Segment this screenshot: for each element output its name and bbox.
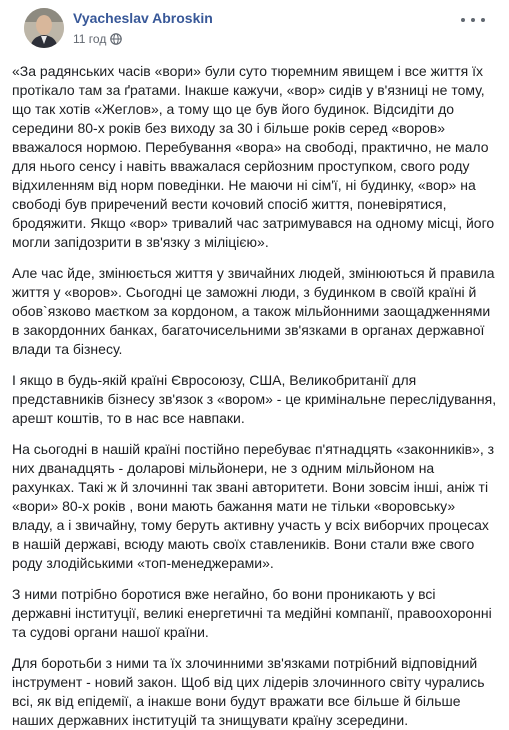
more-options-icon[interactable] — [461, 14, 485, 26]
post-timestamp[interactable]: 11 год — [73, 32, 107, 46]
author-name-link[interactable]: Vyacheslav Abroskin — [73, 10, 213, 26]
avatar-image — [24, 8, 64, 48]
post-paragraph: На сьогодні в нашій країні постійно перебуває п'ятнадцять «законників», з них дванадцять - доларові мільйонери, не з одним мільйоном на рахунках. Такі ж й злочинні так звані авторитети. Вони зовсім інші, аніж ті «вори» 80-х років , вони мають бажання мати не тільки «воровську» владу, а і звичайну, тому беруть активну участь у всіх виборчих процесах в нашій державі, всюду мають своїх ставлеників. Вони стали вже свого роду злодійськими «топ-менеджерами». — [12, 441, 495, 571]
post-paragraph: З ними потрібно боротися вже негайно, бо вони проникають у всі державні інституції, великі енергетичні та медійні компанії, правоохоронні та судові органи нашої країни. — [12, 586, 492, 640]
author-avatar[interactable] — [24, 8, 64, 48]
post-meta — [73, 32, 122, 46]
post-paragraph: Але час йде, змінюється життя у звичайних людей, змінюються й правила життя у «воров». Сьогодні це заможні люди, з будинком в своїй країні й обов`язково маєтком за кордоном, а також мільйонними заощадженнями в закордонних банках, багаточисельними зв'язками в органах державної влади та бізнесу. — [12, 265, 495, 357]
post-header — [12, 0, 497, 62]
dot — [481, 18, 485, 22]
dot — [471, 18, 475, 22]
globe-icon — [110, 33, 122, 45]
post-paragraph: «За радянських часів «вори» були суто тюремним явищем і все життя їх протікало там за ґратами. Інакше кажучи, «вор» сидів у в'язниці не тому, що так хотів «Жеглов», а тому що це був його будинок. Відсидіти до середини 80-х років без виходу за 30 і більше років серед «воров» вважалося нормою. Перебування «вора» на свободі, практично, не мало для нього сенсу і навіть вважалася серйозним проступком, свого роду відхиленням від норм поведінки. Не маючи ні сім'ї, ні будинку, «вор» на свободі був приречений вести кочовий спосіб життя, поневірятися, бродяжити. Якщо «вор» тривалий час затримувався на одному місці, його могли запідозрити в зв'язку з міліцією». — [12, 63, 495, 250]
post-paragraph: Для боротьби з ними та їх злочинними зв'язками потрібний відповідний інструмент - новий закон. Щоб від цих лідерів злочинного світу чурались всі, як від епідемії, а інакше вони будут вражати все більше й більше наших державних інституцій та знищувати країну зсередини. — [12, 655, 485, 728]
post-paragraph: І якщо в будь-якій країні Євросоюзу, США, Великобританії для представників бізнесу зв'язок з «вором» - це кримінальне переслідування, арешт коштів, то в нас все навпаки. — [12, 372, 497, 426]
post-body — [12, 62, 497, 730]
dot — [461, 18, 465, 22]
